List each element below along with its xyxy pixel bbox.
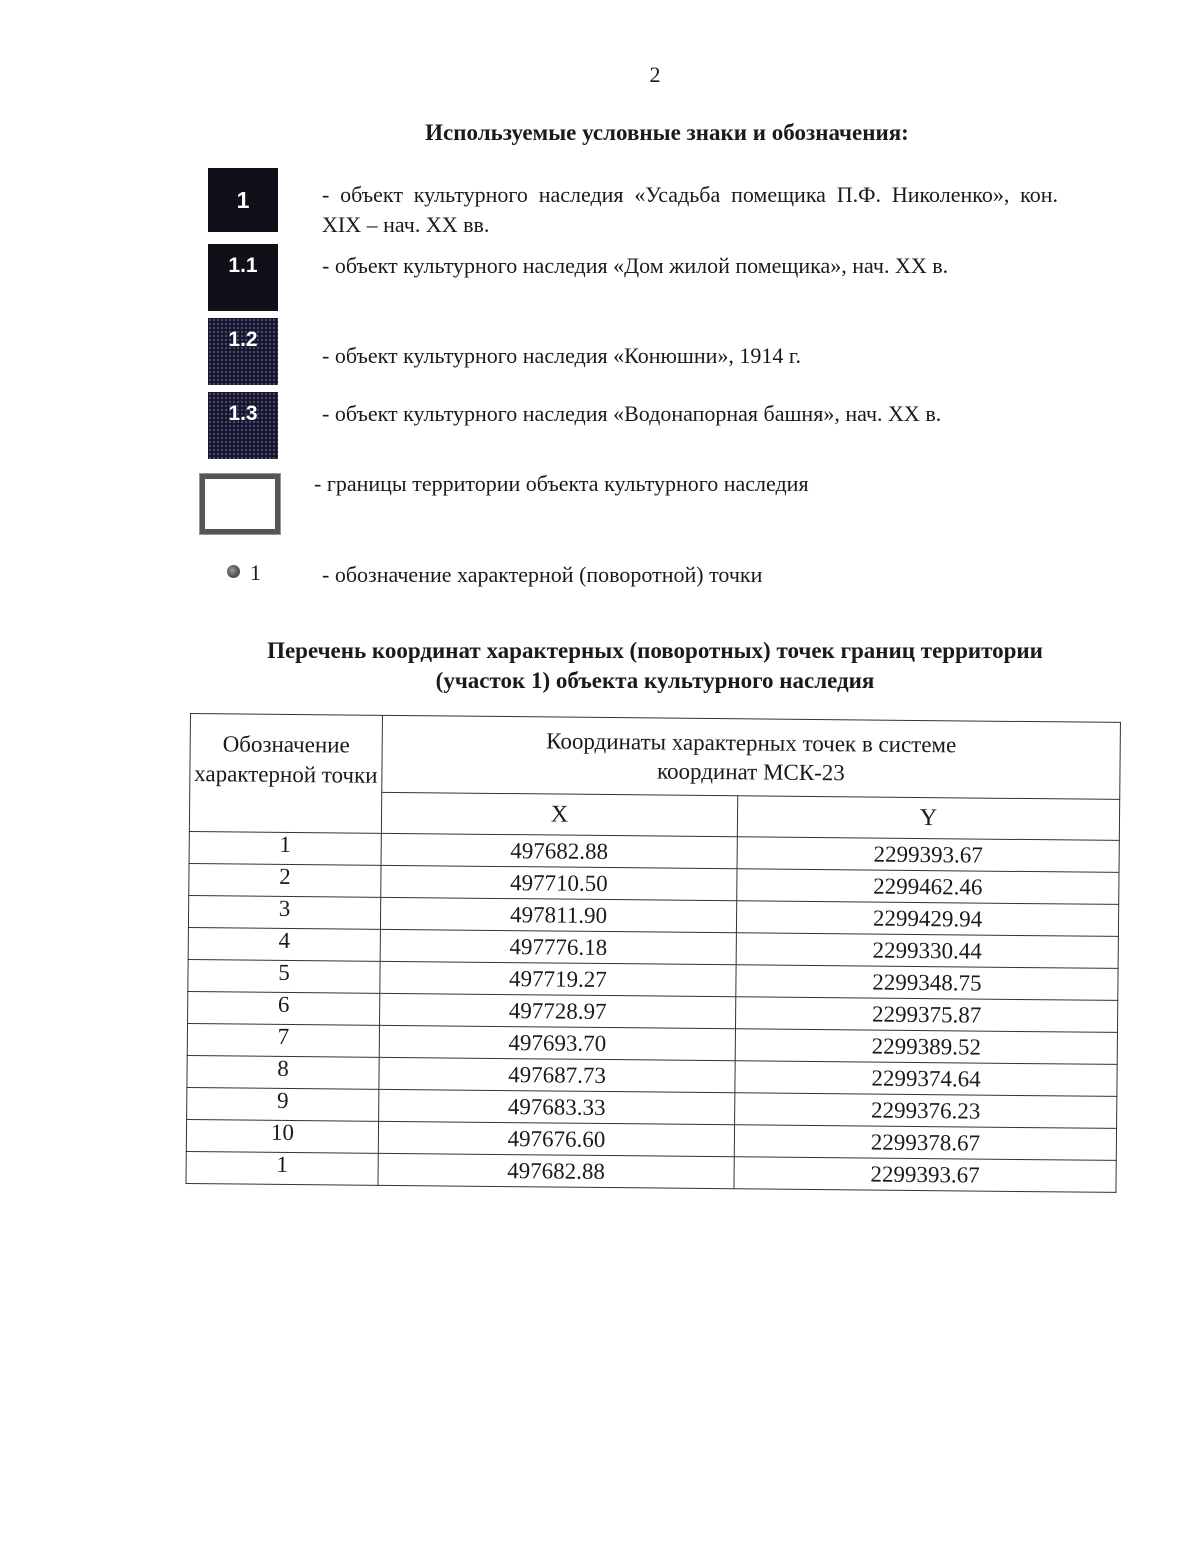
x-cell: 497683.33: [379, 1089, 735, 1124]
x-cell: 497682.88: [378, 1153, 734, 1188]
legend-symbol-1-3: [208, 392, 278, 459]
point-symbol-label: 1: [250, 560, 261, 585]
point-cell: 10: [186, 1119, 378, 1153]
y-cell: 2299462.46: [737, 869, 1119, 905]
legend-symbol-label: 1.2: [228, 328, 258, 351]
point-marker-icon: [227, 565, 240, 578]
header-coordinates: [382, 715, 1121, 799]
point-cell: 3: [188, 895, 380, 929]
x-cell: 497693.70: [379, 1025, 735, 1060]
y-cell: 2299330.44: [736, 933, 1118, 969]
legend-symbol-1: [208, 168, 278, 232]
boundary-symbol: [200, 474, 280, 534]
y-cell: 2299376.23: [735, 1093, 1117, 1129]
header-x: X: [381, 792, 737, 836]
x-cell: 497710.50: [381, 865, 737, 900]
x-cell: 497728.97: [380, 993, 736, 1028]
legend-text-1-3: - объект культурного наследия «Водонапорная башня», нач. XX в.: [322, 401, 942, 426]
y-cell: 2299393.67: [737, 837, 1119, 873]
x-cell: 497719.27: [380, 961, 736, 996]
legend-symbol-label: 1: [236, 186, 250, 213]
coordinates-list-title: [160, 636, 1150, 696]
page-number: 2: [649, 62, 661, 87]
point-cell: 1: [189, 831, 381, 865]
y-cell: 2299393.67: [734, 1157, 1116, 1193]
list-title-line-2: (участок 1) объекта культурного наследия: [435, 668, 875, 693]
x-cell: 497811.90: [380, 897, 736, 932]
y-cell: 2299389.52: [735, 1029, 1117, 1065]
legend-symbol-label: 1.3: [228, 402, 258, 425]
legend-text-1-1: - объект культурного наследия «Дом жилой помещика», нач. XX в.: [322, 253, 949, 278]
point-cell: 8: [187, 1055, 379, 1089]
y-cell: 2299348.75: [736, 965, 1118, 1001]
legend-text-1-2: - объект культурного наследия «Конюшни», 1914 г.: [322, 343, 801, 368]
point-text: - обозначение характерной (поворотной) точки: [322, 562, 763, 587]
legend-symbol-1-1: [208, 244, 278, 311]
coordinates-table-body: [186, 831, 1119, 1192]
legend-symbol-1-2: [208, 318, 278, 385]
point-cell: 4: [188, 927, 380, 961]
x-cell: 497687.73: [379, 1057, 735, 1092]
y-cell: 2299375.87: [735, 997, 1117, 1033]
boundary-text: - границы территории объекта культурного наследия: [314, 471, 809, 496]
y-cell: 2299374.64: [735, 1061, 1117, 1097]
legend-text-1: - объект культурного наследия «Усадьба помещика П.Ф. Николенко», кон. XIX – нач. XX вв.: [322, 182, 1058, 237]
point-cell: 6: [188, 991, 380, 1025]
point-cell: 7: [187, 1023, 379, 1057]
header-y: Y: [737, 796, 1119, 841]
x-cell: 497676.60: [378, 1121, 734, 1156]
point-cell: 5: [188, 959, 380, 993]
point-cell: 2: [189, 863, 381, 897]
y-cell: 2299378.67: [734, 1125, 1116, 1161]
legend-symbol-label: 1.1: [228, 254, 258, 277]
header-coordinates-line-2: координат МСК-23: [656, 758, 845, 786]
list-title-line-1: Перечень координат характерных (поворотных) точек границ территории: [267, 638, 1043, 663]
header-point: Обозначение характерной точки: [189, 714, 382, 834]
y-cell: 2299429.94: [736, 901, 1118, 937]
coordinates-table: [185, 713, 1120, 1193]
x-cell: 497682.88: [381, 833, 737, 868]
x-cell: 497776.18: [380, 929, 736, 964]
point-cell: 1: [186, 1151, 378, 1185]
point-cell: 9: [187, 1087, 379, 1121]
header-coordinates-line-1: Координаты характерных точек в системе: [546, 728, 957, 758]
legend-title: Используемые условные знаки и обозначения:: [425, 120, 909, 145]
